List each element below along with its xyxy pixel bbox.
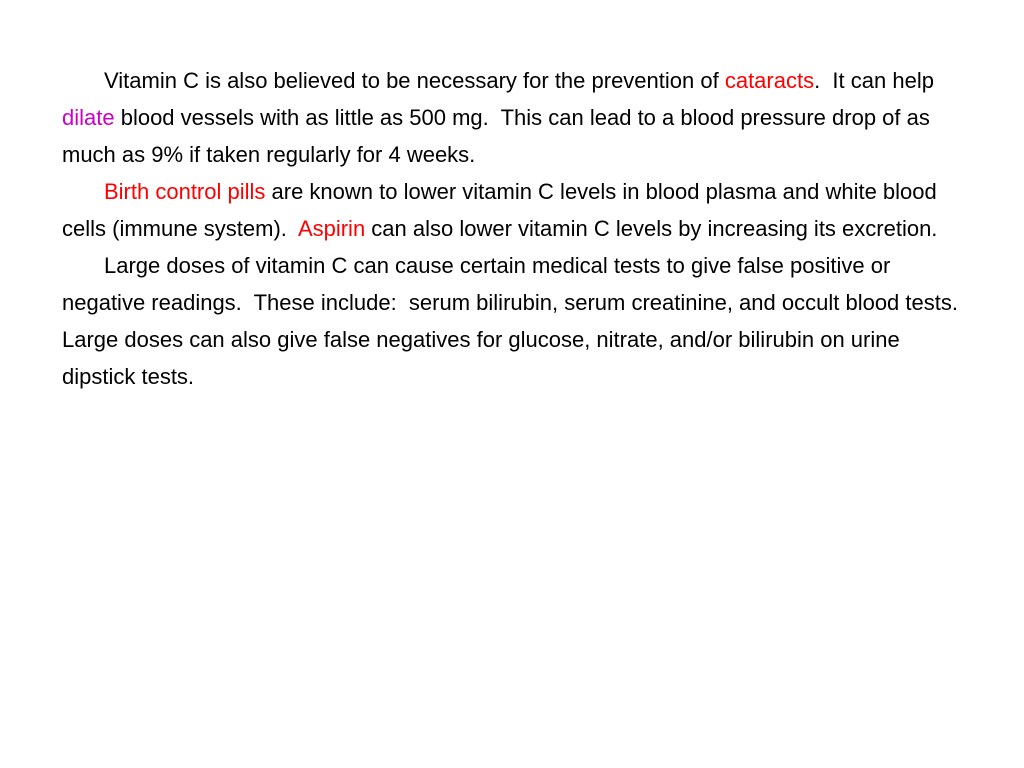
slide-body xyxy=(62,62,971,395)
text-segment: Large doses of vitamin C can cause certain medical tests to give false positive or negative readings. These include: serum bilirubin, serum creatinine, and occult blood tests. Large doses can also give false negatives for glucose, nitrate, and/or bilirubin on urine dipstick tests. xyxy=(62,253,971,389)
paragraph-medical-tests xyxy=(62,247,971,395)
text-segment: . It can help xyxy=(814,68,941,93)
keyword-cataracts: cataracts xyxy=(724,68,815,93)
keyword-dilate: dilate xyxy=(62,105,115,130)
paragraph-cataracts xyxy=(62,62,962,173)
text-segment: can also lower vitamin C levels by increasing its excretion. xyxy=(365,216,938,241)
paragraph-birth-control xyxy=(62,173,962,247)
text-segment: blood vessels with as little as 500 mg. This can lead to a blood pressure drop of as much as 9% if taken regularly for 4 weeks. xyxy=(62,105,936,167)
keyword-aspirin: Aspirin xyxy=(297,216,366,241)
keyword-birth-control-pills: Birth control pills xyxy=(104,179,266,204)
text-segment: are known to lower vitamin C levels in blood plasma and white blood cells (immune system). xyxy=(62,179,943,241)
text-segment: Vitamin C is also believed to be necessary for the prevention of xyxy=(104,68,725,93)
